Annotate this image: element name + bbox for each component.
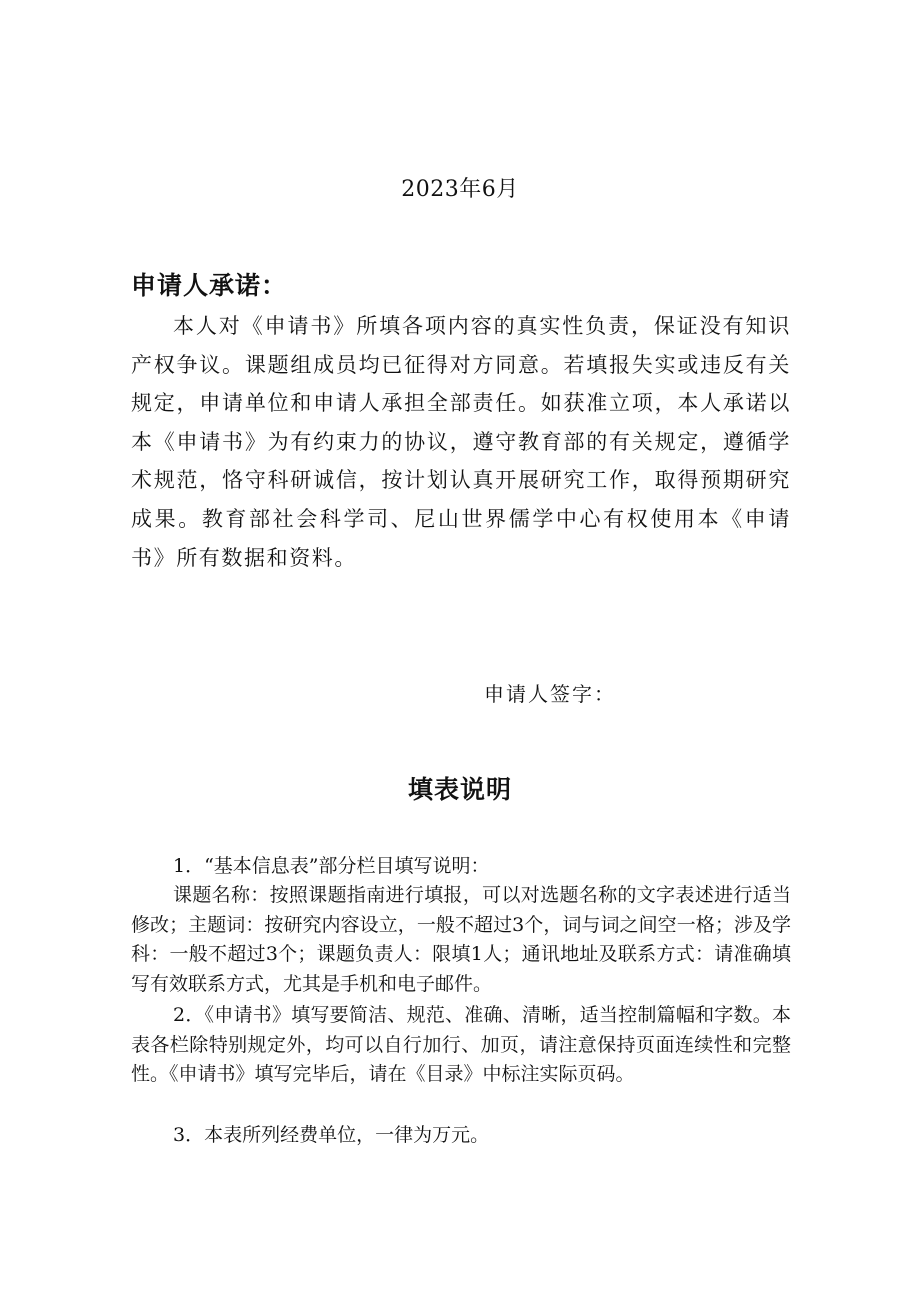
instruction-item-1-body: 课题名称：按照课题指南进行填报，可以对选题名称的文字表述进行适当修改；主题词：按研究内容设立，一般不超过3个，词与词之间空一格；涉及学科：一般不超过3个；课题负责人：限填1人；通讯地址及联系方式：请准确填写有效联系方式，尤其是手机和电子邮件。 xyxy=(131,884,791,995)
instruction-item-2: 2．《申请书》填写要简洁、规范、准确、清晰，适当控制篇幅和字数。本表各栏除特别规定外，均可以自行加行、加页，请注意保持页面连续性和完整性。《申请书》填写完毕后，请在《目录》中标注实际页码。 xyxy=(131,1004,791,1085)
pledge-paragraph: 本人对《申请书》所填各项内容的真实性负责，保证没有知识产权争议。课题组成员均已征得对方同意。若填报失实或违反有关规定，申请单位和申请人承担全部责任。如获准立项，本人承诺以本《申请书》为有约束力的协议，遵守教育部的有关规定，遵循学术规范，恪守科研诚信，按计划认真开展研究工作，取得预期研究成果。教育部社会科学司、尼山世界儒学中心有权使用本《申请书》所有数据和资料。 xyxy=(131,314,791,570)
instruction-item-3: 3．本表所列经费单位，一律为万元。 xyxy=(173,1124,490,1146)
instruction-item-1-title: 1．“基本信息表”部分栏目填写说明： xyxy=(173,855,490,877)
instructions-heading: 填表说明 xyxy=(407,775,512,804)
pledge-heading: 申请人承诺： xyxy=(131,271,288,300)
signature-label: 申请人签字： xyxy=(484,682,616,706)
document-date: 2023年6月 xyxy=(401,177,519,202)
